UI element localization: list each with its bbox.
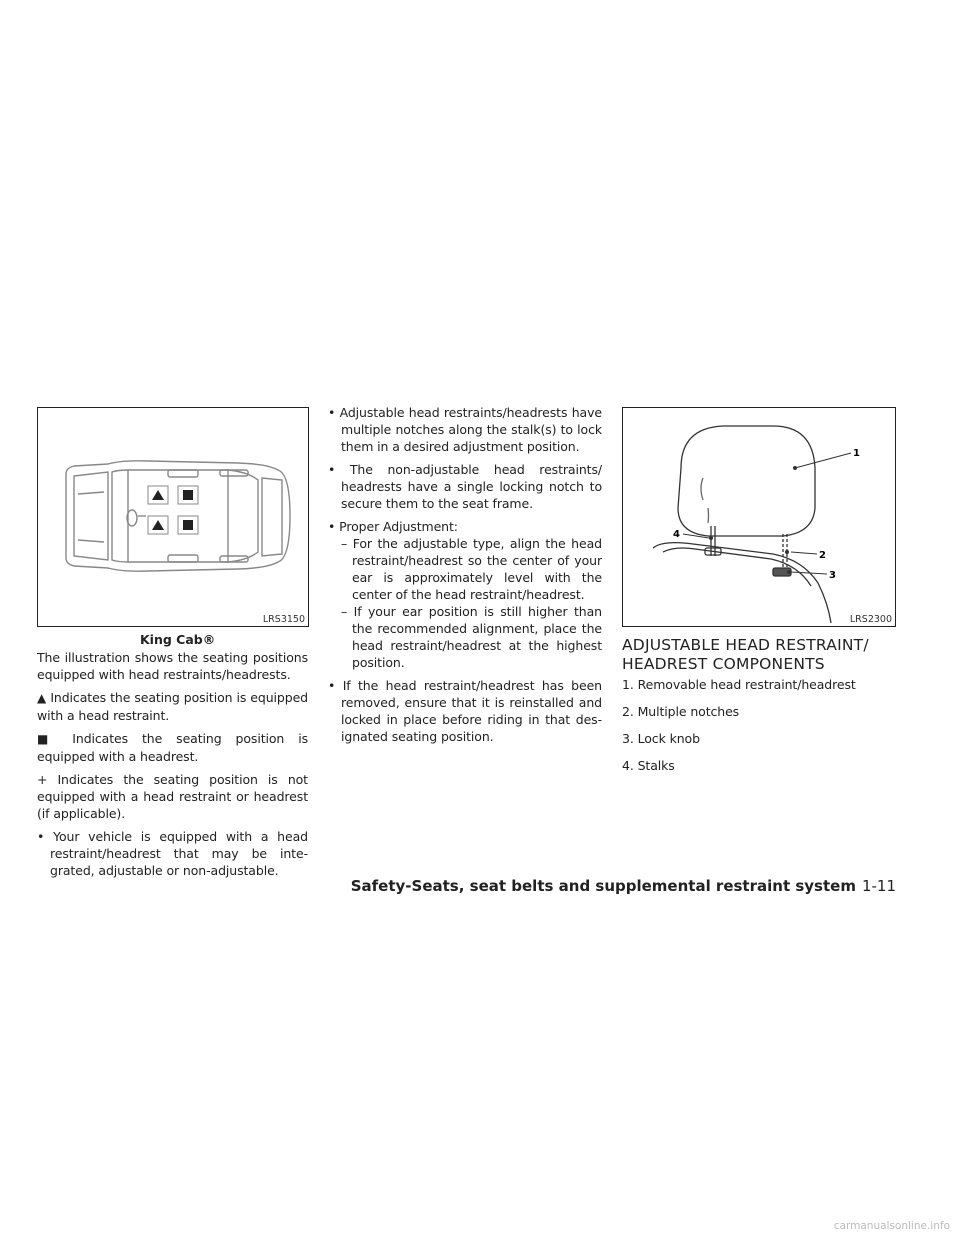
page-footer <box>351 877 896 895</box>
triangle-legend-text: Indicates the seating position is equipped with a head restraint. <box>37 690 308 723</box>
square-icon: ■ <box>37 732 59 746</box>
callout-3: 3 <box>829 570 836 581</box>
left-column <box>37 649 308 885</box>
footer-title: Safety-Seats, seat belts and supplemental restraint system <box>350 877 856 895</box>
callout-1: 1 <box>853 448 860 459</box>
bullet-non-adjustable: • The non-adjustable head restraints/ headrests have a single locking notch to secure them to the seat frame. <box>328 462 602 511</box>
bullet-vehicle-equipped: • Your vehicle is equipped with a head restraint/headrest that may be inte-grated, adjustable or non-adjustable. <box>37 829 308 878</box>
callout-2: 2 <box>819 550 826 561</box>
triangle-legend <box>37 689 308 724</box>
square-legend <box>37 730 308 765</box>
watermark: carmanualsonline.info <box>833 1220 950 1232</box>
figure-head-restraint <box>622 407 896 627</box>
bullet-adjustable: • Adjustable head restraints/headrests have multiple notches along the stalk(s) to lock them in a desired adjustment position. <box>328 405 602 454</box>
list-item: 2. Multiple notches <box>622 704 740 719</box>
triangle-icon: ▲ <box>37 691 47 705</box>
headrest-marker-icon <box>183 490 193 500</box>
headrest-marker-icon <box>183 520 193 530</box>
list-item: 4. Stalks <box>622 758 675 773</box>
callout-4: 4 <box>673 529 680 540</box>
figure-code: LRS2300 <box>849 614 892 625</box>
plus-legend: + Indicates the seating position is not equipped with a head restraint or headrest (if applicable). <box>37 772 308 821</box>
dash-highest: – If your ear position is still higher than the recommended alignment, place the head restraint/headrest at the highest position. <box>341 604 602 670</box>
middle-column <box>328 404 602 751</box>
intro-paragraph: The illustration shows the seating positions equipped with head restraints/headrests. <box>37 650 308 682</box>
list-item: 3. Lock knob <box>622 731 700 746</box>
head-restraint-illustration <box>623 408 895 626</box>
section-heading: ADJUSTABLE HEAD RESTRAINT/ HEADREST COMPONENTS <box>622 636 869 673</box>
truck-seating-illustration <box>38 408 308 626</box>
bullet-proper-adjustment: • Proper Adjustment: <box>328 519 458 534</box>
components-list <box>622 676 894 784</box>
figure-code: LRS3150 <box>262 614 305 625</box>
list-item: 1. Removable head restraint/headrest <box>622 677 856 692</box>
dash-align: – For the adjustable type, align the head restraint/headrest so the center of your ear is approximately level with the center of the head restraint/headrest. <box>341 536 602 602</box>
square-legend-text: Indicates the seating position is equipped with a headrest. <box>37 731 308 764</box>
page-number: 1-11 <box>861 877 896 895</box>
figure-caption: King Cab® <box>140 632 216 647</box>
bullet-removed: • If the head restraint/headrest has been removed, ensure that it is reinstalled and locked in place before riding in that des-ignated seating position. <box>328 678 602 744</box>
figure-seating-diagram <box>37 407 309 627</box>
